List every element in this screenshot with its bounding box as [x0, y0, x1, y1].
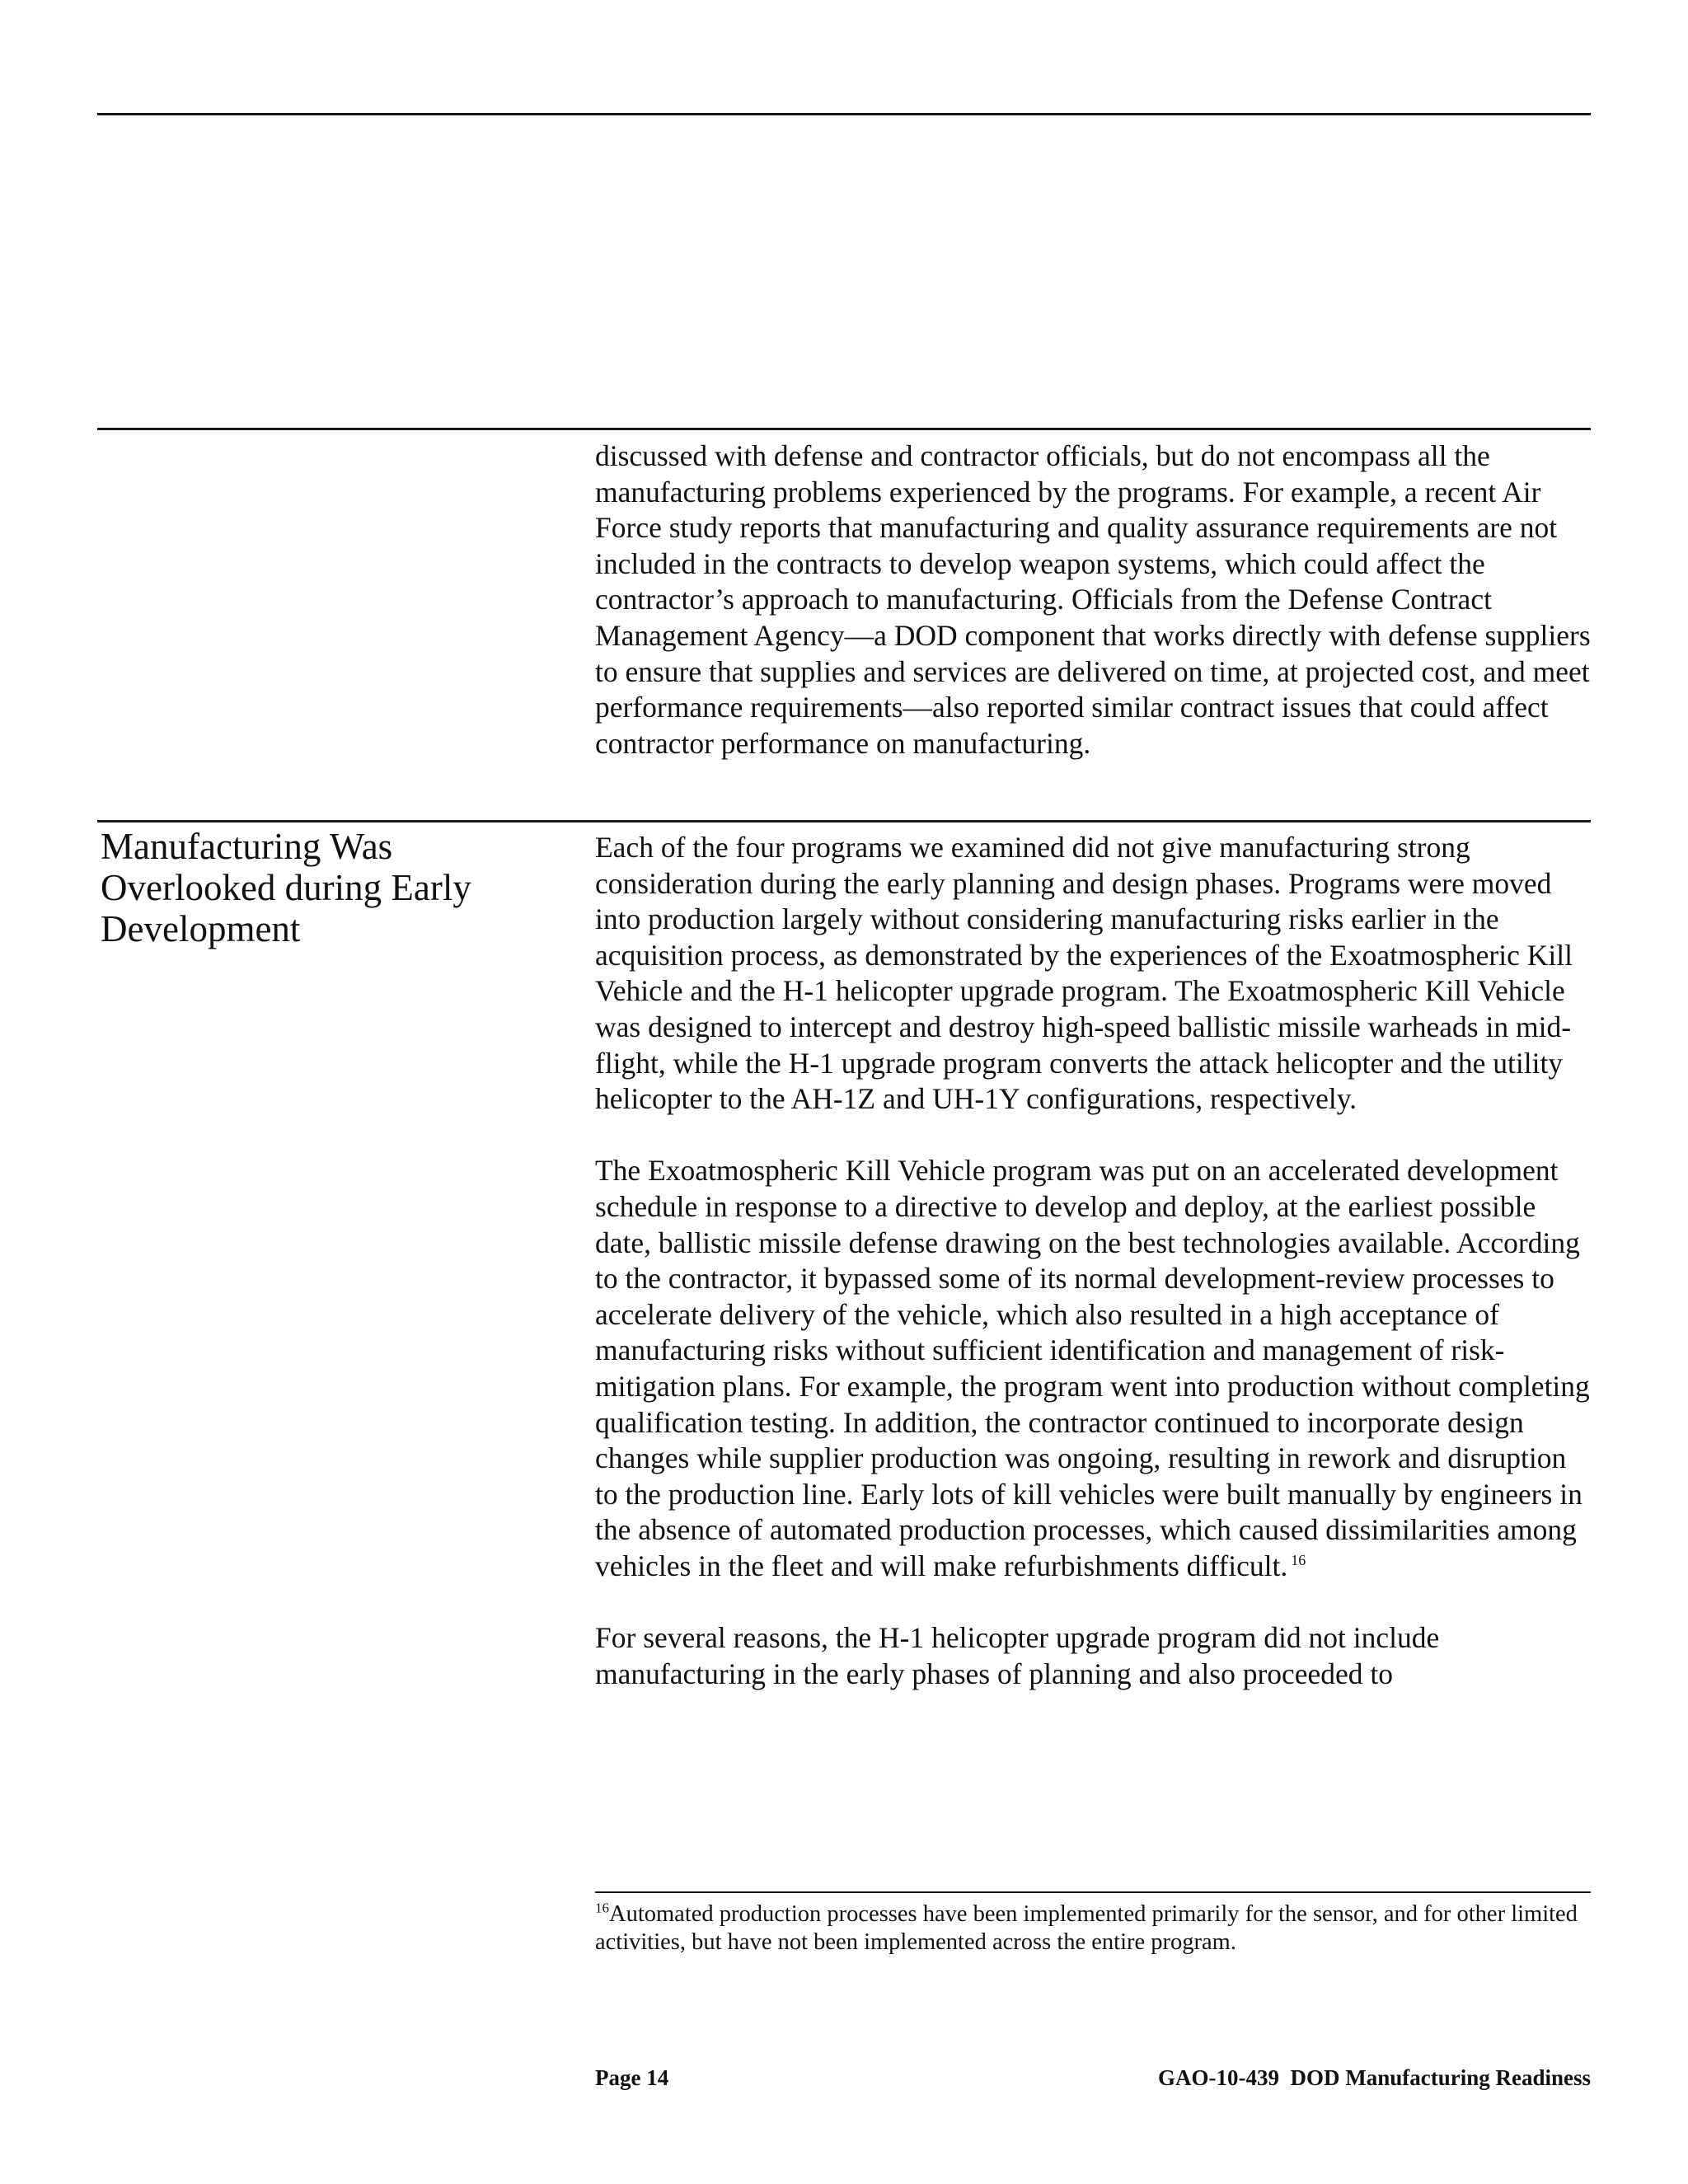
section-paragraph-2 — [595, 1153, 1594, 1584]
section-paragraph-3: For several reasons, the H-1 helicopter upgrade program did not include manufacturing in the early phases of planning and also proceeded to — [595, 1621, 1440, 1690]
continuation-rule — [97, 428, 1591, 430]
page-number: Page 14 — [595, 2065, 669, 2090]
continued-paragraph: discussed with defense and contractor officials, but do not encompass all the manufacturing problems experienced by the programs. For example, a recent Air Force study reports that manufacturing and quality assurance requirements are not included in the contracts to develop weapon systems, which could affect the contractor’s approach to manufacturing. Officials from the Defense Contract Management Agency—a DOD component that works directly with defense suppliers to ensure that supplies and services are delivered on time, at projected cost, and meet performance requirements—also reported similar contract issues that could affect contractor performance on manufacturing. — [595, 439, 1591, 760]
section-body — [595, 830, 1594, 1692]
report-title: GAO-10-439 DOD Manufacturing Readiness — [1158, 2065, 1591, 2090]
footnote — [595, 1900, 1601, 1957]
footnote-rule — [595, 1891, 1591, 1893]
footnote-reference: 16 — [1291, 1552, 1306, 1569]
section-paragraph-2-text: The Exoatmospheric Kill Vehicle program was put on an accelerated development schedule in response to a directive to develop and deploy, at the earliest possible date, ballistic missile defense drawing on the best technologies available. According to the contractor, it bypassed some of its normal development-review processes to accelerate delivery of the vehicle, which also resulted in a high acceptance of manufacturing risks without sufficient identification and management of risk-mitigation plans. For example, the program went into production without completing qualification testing. In addition, the contractor continued to incorporate design changes while supplier production was ongoing, resulting in rework and disruption to the production line. Early lots of kill vehicles were built manually by engineers in the absence of automated production processes, which caused dissimilarities among vehicles in the fleet and will make refurbishments difficult. — [595, 1154, 1590, 1582]
section-paragraph-1: Each of the four programs we examined did not give manufacturing strong consideration during the early planning and design phases. Programs were moved into production largely without considering manufacturing risks earlier in the acquisition process, as demonstrated by the experiences of the Exoatmospheric Kill Vehicle and the H-1 helicopter upgrade program. The Exoatmospheric Kill Vehicle was designed to intercept and destroy high-speed ballistic missile warheads in mid-flight, while the H-1 upgrade program converts the attack helicopter and the utility helicopter to the AH-1Z and UH-1Y configurations, respectively. — [595, 831, 1573, 1116]
section-rule — [97, 820, 1591, 823]
footnote-number: 16 — [595, 1900, 609, 1916]
footnote-text: Automated production processes have been implemented primarily for the sensor, and for other limited activities, but have not been implemented across the entire program. — [595, 1901, 1578, 1955]
header-rule — [97, 113, 1591, 115]
continued-text-block — [595, 438, 1594, 762]
section-heading: Manufacturing Was Overlooked during Early Development — [101, 826, 471, 949]
